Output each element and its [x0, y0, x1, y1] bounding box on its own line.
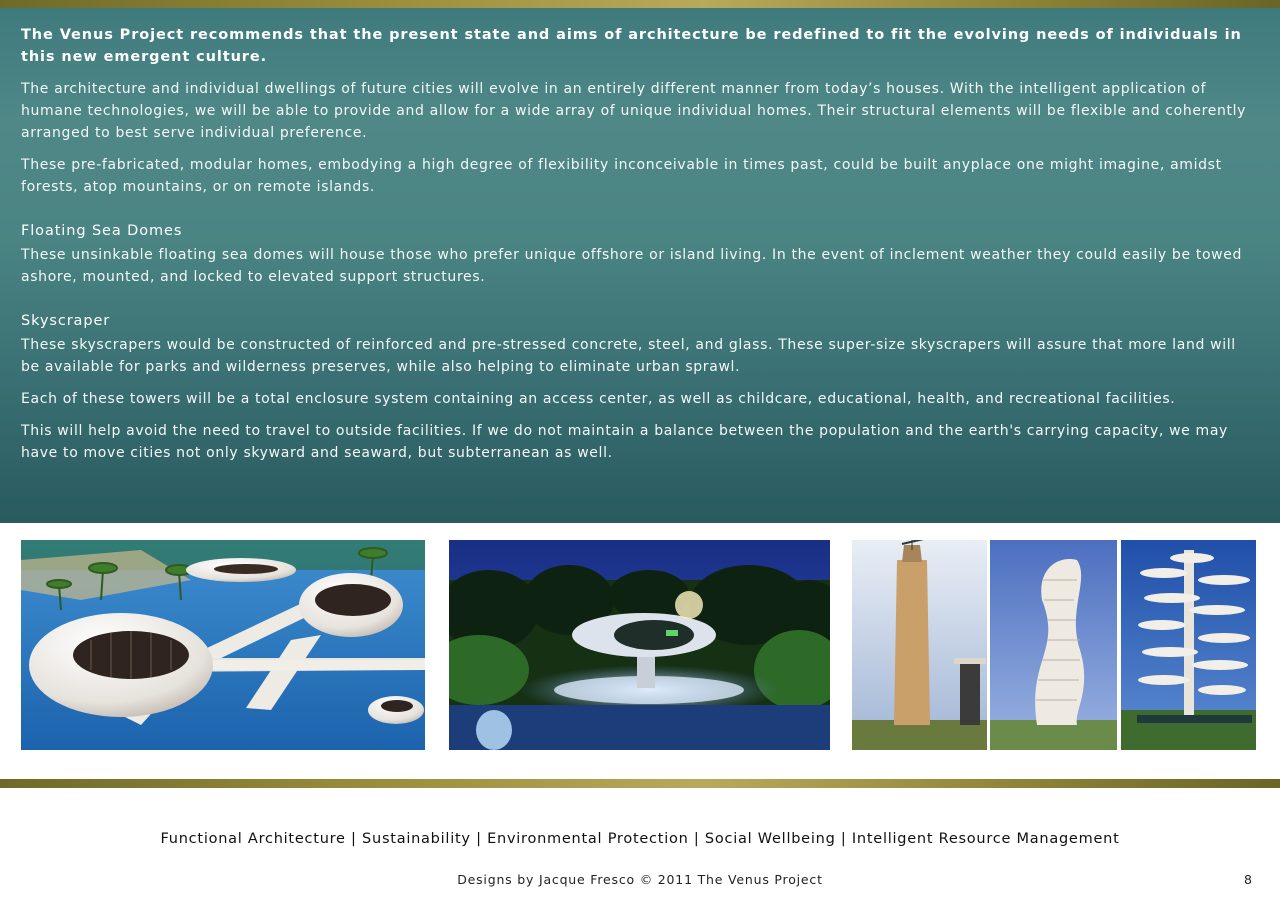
architecture-paragraph: The architecture and individual dwellings of future cities will evolve in an entirely different manner from today’s houses. With the intelligent application of humane technologies, we will be able to provide and allow for a wide array of unique individual homes. Their structural elements will be flexible and coherently arranged to best serve individual preference.	[21, 81, 1247, 141]
modular-home-image	[449, 540, 830, 750]
bottom-gold-bar	[0, 779, 1280, 788]
towers-paragraph: Each of these towers will be a total enclosure system containing an access center, as well as childcare, educational, health, and recreational facilities.	[21, 391, 1176, 407]
modular-homes-paragraph: These pre-fabricated, modular homes, embodying a high degree of flexibility inconceivable in times past, could be built anyplace one might imagine, amidst forests, atop mountains, or on remote islands.	[21, 157, 1222, 195]
sea-domes-paragraph: These unsinkable floating sea domes will house those who prefer unique offshore or island living. In the event of inclement weather they could easily be towed ashore, mounted, and locked to elevated support structures.	[21, 247, 1243, 285]
page-number: 8	[1244, 872, 1252, 887]
text-panel	[0, 8, 1280, 523]
intro-statement: The Venus Project recommends that the present state and aims of architecture be redefined to fit the evolving needs of individuals in this new emergent culture.	[21, 27, 1242, 65]
subterranean-paragraph: This will help avoid the need to travel to outside facilities. If we do not maintain a balance between the population and the earth's carrying capacity, we may have to move cities not only skyward and seaward, but subterranean as well.	[21, 423, 1228, 461]
top-gold-bar	[0, 0, 1280, 8]
section-heading-skyscraper: Skyscraper	[21, 313, 111, 329]
skyscrapers-image	[852, 540, 1256, 750]
skyscraper-paragraph: These skyscrapers would be constructed of reinforced and pre-stressed concrete, steel, and glass. These super-size skyscrapers will assure that more land will be available for parks and wilderness preserves, while also helping to eliminate urban sprawl.	[21, 337, 1236, 375]
section-heading-sea-domes: Floating Sea Domes	[21, 223, 183, 239]
footer-credit: Designs by Jacque Fresco © 2011 The Venus Project	[457, 872, 823, 887]
footer-tagline: Functional Architecture | Sustainability | Environmental Protection | Social Wellbeing | Intelligent Resource Management	[160, 831, 1120, 847]
sea-domes-image	[21, 540, 425, 750]
